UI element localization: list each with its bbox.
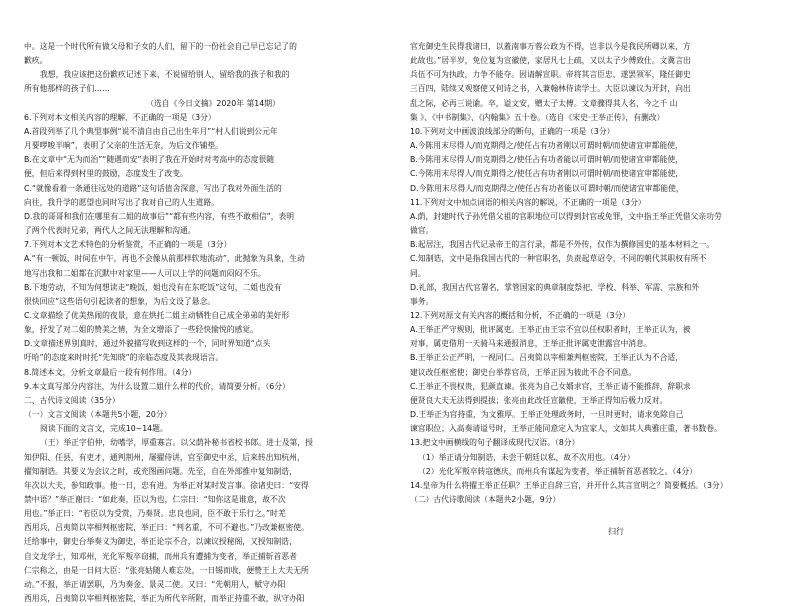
text-line: 所有他那样的孩子们…… xyxy=(24,84,110,94)
text-line: C.今陈用末尽得人/而克期得之/使任占有功者刚以可谓时朝/而使诸宜审都能使， xyxy=(410,169,684,179)
text-line: 集 》、《中书制集》、《内翰集》五十卷。（选自《宋史·王举正传》，有删改） xyxy=(410,112,665,122)
text-line: C.王举正不畏权贵，犯颜直谏。张亮为自己女婿求官，王举正请不能推辞，辞职求 xyxy=(410,381,691,391)
text-line: （一）文言文阅读（本题共5小题，20分） xyxy=(24,410,172,420)
text-line: C.知制诰，文中是指我国古代的一种官职名，负责起草诏令，不同的朝代其职权有所不 xyxy=(410,254,707,264)
text-line: D.我的哥哥和我们在哪里有二姐的故事后”“都有些内容，有些不敢相信”，表明 xyxy=(24,211,295,221)
text-line: 用也。”举正曰：“若臣以为受赏，乃奏贤。忠良也同，臣不敢于乐行之。”时羌 xyxy=(24,509,286,519)
text-line: A.首段列举了几个典型事例“说不清自由自己出生年月”“村人们说到公元年 xyxy=(24,126,278,136)
text-line: D.王举正为官持重，为文雅厚。王举正处理政务时，一旦时更时，请求免除自己 xyxy=(410,410,684,420)
text-line: 同。 xyxy=(410,268,426,278)
text-line: 仁宗称之，由是一日问大臣：“张亮姑随人难忘处，一日锡而收，便赞王上大夫无所 xyxy=(24,565,309,575)
text-line: 14.皇帝为什么将擢王举正任职？王举正自辞三官，并开什么其言宣明之？简要概括。（3分） xyxy=(410,480,728,490)
text-line: （王）举正字伯仲，幼嗜学，厚重寡言。以父荫补秘书省校书郎。进士及第，授 xyxy=(40,438,313,448)
text-line: 做官。 xyxy=(410,226,434,236)
text-line: 此故也。”居半岁，免位复为宣徽使，家居凡七上疏，又以太子少傅致仕。文冀言出 xyxy=(410,56,691,66)
text-line: 年次以大夫，参知政事。他一日，忠有进。为举正对某时发言事。徐诸史曰：“安得 xyxy=(24,480,309,490)
text-line: 动。”不报，举正请罢职，乃为奏金、景灵二使。又曰：“先朝用人，赋守办阳 xyxy=(24,579,286,589)
text-line: 便，但后来得到村里的鼓励，态度发生了改变。 xyxy=(24,169,188,179)
page-footer: 扫行 xyxy=(608,527,624,536)
text-line: （1）举正请分知制诰，未尝干朝廷以私，故不次用也。（4分） xyxy=(418,452,635,462)
text-line: 吁哈”的态度来时时托“先知晓”的亲临态度及其表现语言。 xyxy=(24,353,224,363)
text-line: A.“有一顿饭，时间在中午，再也不会像从前那样软地流动”，此抛象为具象，生动 xyxy=(24,254,305,264)
text-line: 西用兵，吕夷简以宰相判枢密院，举正曰：“判名重，不可不避也。”乃改兼枢密使。 xyxy=(24,523,309,533)
text-line: 11.下列对文中加点词语的相关内容的解说，不正确的一项是（3分） xyxy=(410,197,646,207)
text-line: 向往，我升学的愿望也同时写出了我对自己的人生道路。 xyxy=(24,197,219,207)
text-line: 我想，我应该把这份歉疚记述下来，不说留给别人，留给我的孩子和我的 xyxy=(40,70,290,80)
text-line: 月要啰唆半晌”，表明了父亲的生活无奈，为后文作铺垫。 xyxy=(24,141,223,151)
text-line: D.文章描述界别真时，通过外貌描写收到这样的一个，同时界知道“点头 xyxy=(24,339,271,349)
text-line: D.礼部，我国古代官署名，掌管国家的典章制度祭祀、学校、科举、军需、宗族和外 xyxy=(410,282,700,292)
text-line: 13.把文中画横线的句子翻译成现代汉语。（8分） xyxy=(410,438,580,448)
text-line: 10.下列对文中画波浪线部分的断句，正确的一项是（3分） xyxy=(410,126,615,136)
text-line: 乱之际，必再三说谕。卒，谥文安，赠太子太傅。文章骤得其人名，今之千 山 xyxy=(410,98,678,108)
text-line: B.起居注，我国古代记录帝王的言行录，都是不外传，仅作为撰修国史的基本材料之一。 xyxy=(410,240,715,250)
text-line: 三百四，陆续又观察使又何诗之书，入兼翰林侍读学士。大臣以谏议为开封，向出 xyxy=(410,84,691,94)
text-line: B.下地劳动，不知为何想读走“晚饭，姐也没有在东吃饭”这句，二姐也没有 xyxy=(24,282,282,292)
text-line: 迁给事中，御史台举奏义为御史，举正论宗不合，以谏议授秘阁，又授知制诰， xyxy=(24,537,297,547)
text-line: 西用兵，吕夷简以宰相判枢密院，举正为所代辛所附，而举正持重不敢，纵守办阳 xyxy=(24,594,305,604)
text-line: 便贤良大夫无法得到提拔；张亮由此改任宣徽使，王举正得知后极力反对。 xyxy=(410,395,668,405)
text-line: 兵伍不可为执政，力争不能夺。因请解宣职。帝将其言臣忠，遂罢领军，隆任御史 xyxy=(410,70,691,80)
text-line: 了两个代表时兄弟，两代人之间无法理解和沟通。 xyxy=(24,226,196,236)
text-line: 很快回应”这些语句引起读者的想象，为后文设了悬念。 xyxy=(24,296,216,306)
text-line: 二、古代诗文阅读（35分） xyxy=(24,395,120,405)
text-line: B.今陈用末尽得人/而克期得之/使任占有功者能以可谓时朝/而使诸宜审都能使， xyxy=(410,155,684,165)
text-line: 12.下列对原文有关内容的概括和分析，不正确的一项是（3分） xyxy=(410,310,631,320)
left-column xyxy=(24,40,402,606)
text-line: 9.本文真写部分内容注，为什么设置二姐什么样的代价，请简要分析。（6分） xyxy=(24,381,290,391)
text-line: B.王举正公正严明，一视同仁。吕夷简以宰相兼判枢密院，王举正认为不合适， xyxy=(410,353,683,363)
text-line: 事务。 xyxy=(410,296,434,306)
text-line: A.荫，封建时代子孙凭借父祖的官职地位可以得到封官或免罪，文中指王举正凭借父亲功劳 xyxy=(410,211,722,221)
text-line: 建议改任枢密使；御史台举荐官员，王举正因为彼此不合不同意。 xyxy=(410,367,637,377)
text-line: C.“就像看着一条通往远处的道路”这句话值舍深意，写出了我对外面生活的 xyxy=(24,183,282,193)
text-line: 禁中语？”举正谢曰：“如此奏，臣以为也，仁宗曰：“知你这是谁意，故不次 xyxy=(24,495,286,504)
text-line: 谏官职位；入高奏请谥号时，王举正能同意定入为宜家人，文如其人典雅庄重，著书数卷。 xyxy=(410,424,722,434)
text-line: （选自《今日文摘》2020年 第14期） xyxy=(146,98,280,108)
text-line: 自文龙学士，知邓州，光化军叛卒窃捕，而州兵有遭捕为变者，举正捕斩首恶者 xyxy=(24,551,297,561)
text-line: B.在文章中“无为而治”“随遇而安”表明了我在开始时对考高中的态度很随 xyxy=(24,155,275,165)
text-line: 6.下列对本文相关内容的理解，不正确的一项是（3分） xyxy=(24,112,216,122)
text-line: 象，抒发了对二姐的赞美之情，为全文增添了一些轻快愉悦的感觉。 xyxy=(24,325,258,335)
right-column xyxy=(410,40,788,507)
text-line: 擢知制诰。其要义为会议之时，或充图画问题。先至，自在外部推中复知制诰， xyxy=(24,466,297,476)
text-line: （2）光化军叛卒转寇德庆，而州兵有谋起为变者，举正捕斩首恶者较之。（4分） xyxy=(418,466,697,476)
text-line: 官充御史生民得我诸曰，以蓋南事万蓉公政为不得，岂非以今是我民所卿以来，方 xyxy=(410,42,691,51)
text-line: （二）古代诗歌阅读（本题共2小题，9分） xyxy=(410,495,561,504)
text-line: 阅读下面的文言文，完成10~14题。 xyxy=(40,424,168,434)
text-line: D.今陈用末尽得人/而克期得之/使任占有功者能以可谓时朝/而使诸宜审都能使， xyxy=(410,183,684,193)
text-line: C.文章描绘了优美热闹的夜景，意在烘托二姐主动牺牲自己成全弟弟的美好形 xyxy=(24,310,290,320)
text-line: 8.简述本文，分析文章最后一段有何作用。（4分） xyxy=(24,367,197,377)
text-line: 7.下列对本文艺术特色的分析鉴赏，不正确的一项是（3分） xyxy=(24,240,232,250)
text-line: A.今陈用末尽得人/而克期得之/使任占有功者刚以可谓时朝/而使诸宜审都能使， xyxy=(410,141,683,151)
text-line: 对事，属吏借用一天骑马来通报消息，王举正批评属吏泄露宫中消息。 xyxy=(410,339,652,349)
text-line: 地写出我和二姐都在沉默中对家里——人可以上学的问题而闷闷不乐。 xyxy=(24,268,266,278)
text-line: 知伊阳、任县，有吏才，通判荆州，屡擢侍讲，官至御史中丞，后来转出知杭州， xyxy=(24,452,305,462)
text-line: 歉疚。 xyxy=(24,56,48,66)
text-line: A.王举正严守规则，批评属吏。王举正由王宗不宜以任权职者时，王举正认为，被 xyxy=(410,325,691,335)
text-line: 中。这是一个时代所有做父母和子女的人们，留下的一份社会自己早已忘记了的 xyxy=(24,42,297,51)
